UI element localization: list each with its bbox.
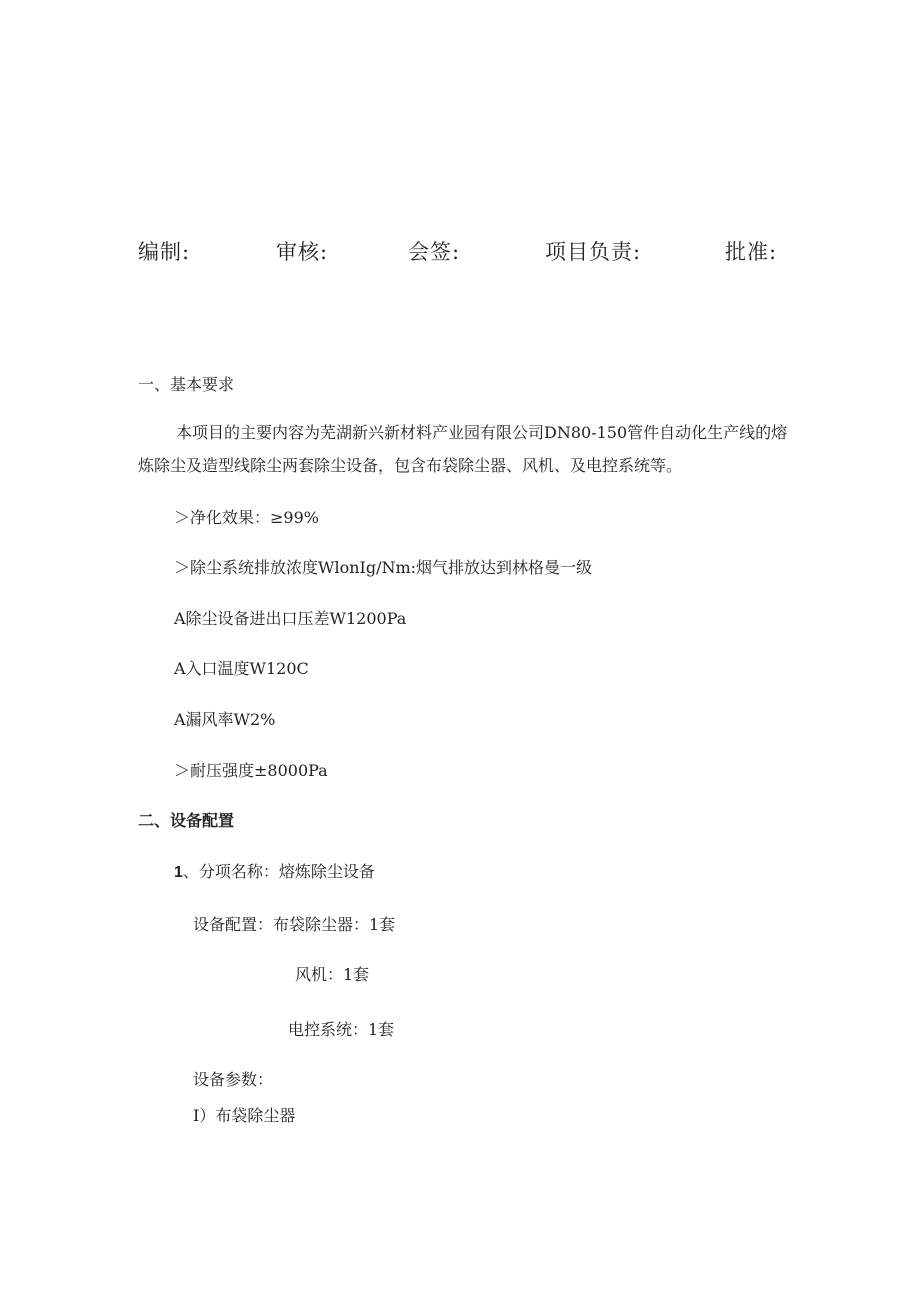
section1-heading: 一、基本要求 — [138, 375, 235, 394]
requirement-item: ＞净化效果：≥99% — [174, 508, 319, 527]
subsection-number: 1 — [174, 864, 183, 881]
section1-paragraph — [138, 416, 798, 482]
param-item-baghouse: I）布袋除尘器 — [193, 1106, 296, 1125]
requirement-item: A除尘设备进出口压差W1200Pa — [174, 609, 407, 628]
section1-paragraph-text: 本项目的主要内容为芜湖新兴新材料产业园有限公司DN80-150管件自动化生产线的熔炼除尘及造型线除尘两套除尘设备，包含布袋除尘器、风机、及电控系统等。 — [138, 423, 788, 475]
requirement-item: A入口温度W120C — [174, 659, 309, 678]
config-line-baghouse: 设备配置：布袋除尘器：1套 — [193, 915, 396, 934]
requirement-item: ＞耐压强度±8000Pa — [174, 761, 328, 780]
signature-approve: 批准: — [725, 240, 778, 264]
subsection-title — [174, 859, 375, 882]
config-line-fan: 风机：1套 — [295, 965, 370, 984]
signature-project-lead: 项目负责: — [545, 240, 642, 264]
section2-heading: 二、设备配置 — [138, 811, 235, 830]
signature-review: 审核: — [276, 240, 329, 264]
subsection-title-text: 、分项名称：熔炼除尘设备 — [182, 862, 375, 881]
signature-compile: 编制: — [138, 240, 191, 264]
requirement-item: A漏风率W2% — [174, 710, 276, 729]
requirement-item: ＞除尘系统排放浓度WlonIg/Nm:烟气排放达到林格曼一级 — [174, 558, 593, 577]
params-label: 设备参数： — [193, 1070, 274, 1089]
config-line-control: 电控系统：1套 — [288, 1020, 395, 1039]
signature-countersign: 会签: — [408, 240, 461, 264]
